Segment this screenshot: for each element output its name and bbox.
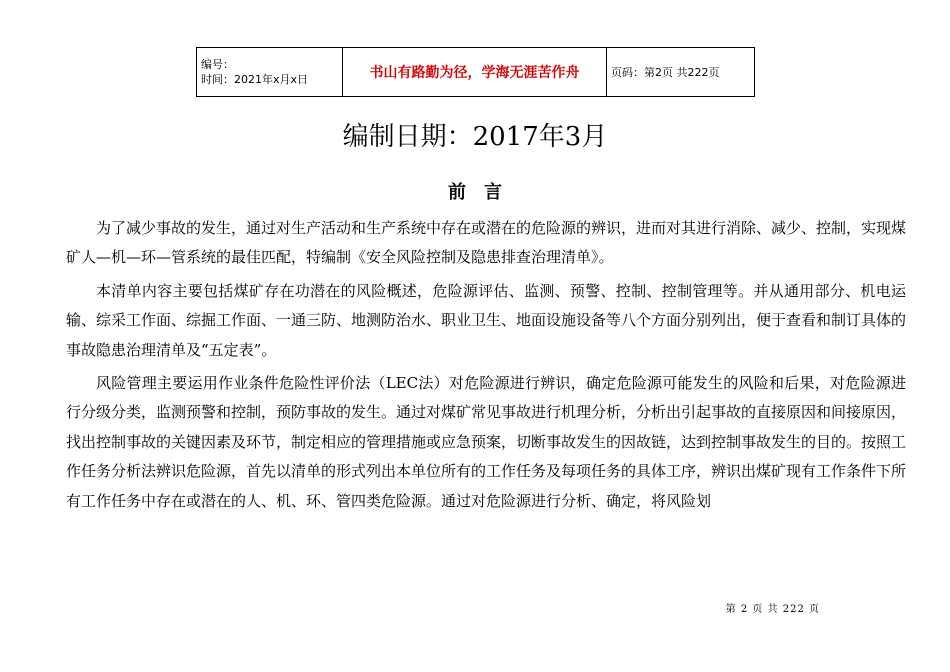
date-title: 编制日期：2017年3月 — [342, 122, 608, 152]
paragraph: 风险管理主要运用作业条件危险性评价法（LEC法）对危险源进行辨识，确定危险源可能发生的风险和后果，对危险源进行分级分类，监测预警和控制，预防事故的发生。通过对煤矿常见事故进行机理分析，分析出引起事故的直接原因和间接原因，找出控制事故的关键因素及环节，制定相应的管理措施或应急预案，切断事故发生的因故链，达到控制事故发生的目的。按照工作任务分析法辨识危险源，首先以清单的形式列出本单位所有的工作任务及每项任务的具体工序，辨识出煤矿现有工作条件下所有工作任务中存在或潜在的人、机、环、管四类危险源。通过对危险源进行分析、确定，将风险划 — [66, 374, 907, 510]
header-left-cell — [197, 48, 343, 97]
document-time-label: 时间：2021年x月x日 — [201, 73, 309, 86]
paragraph: 本清单内容主要包括煤矿存在功潜在的风险概述，危险源评估、监测、预警、控制、控制管理等。并从通用部分、机电运输、综采工作面、综掘工作面、一通三防、地测防治水、职业卫生、地面设施设备等八个方面分别列出，便于查看和制订具体的事故隐患治理清单及“五定表”。 — [66, 281, 907, 359]
header-page-info: 页码：第2页 共222页 — [607, 48, 755, 97]
document-number-label: 编号： — [201, 58, 234, 71]
paragraph: 为了减少事故的发生，通过对生产活动和生产系统中存在或潜在的危险源的辨识，进而对其进行消除、减少、控制，实现煤矿人—机—环—管系统的最佳匹配，特编制《安全风险控制及隐患排查治理清单》。 — [66, 219, 907, 267]
page-footer: 第 2 页 共 222 页 — [725, 604, 820, 615]
header-motto: 书山有路勤为径，学海无涯苦作舟 — [343, 48, 607, 97]
header-table — [196, 47, 755, 97]
preface-title: 前言 — [448, 182, 520, 203]
document-body — [66, 214, 906, 520]
